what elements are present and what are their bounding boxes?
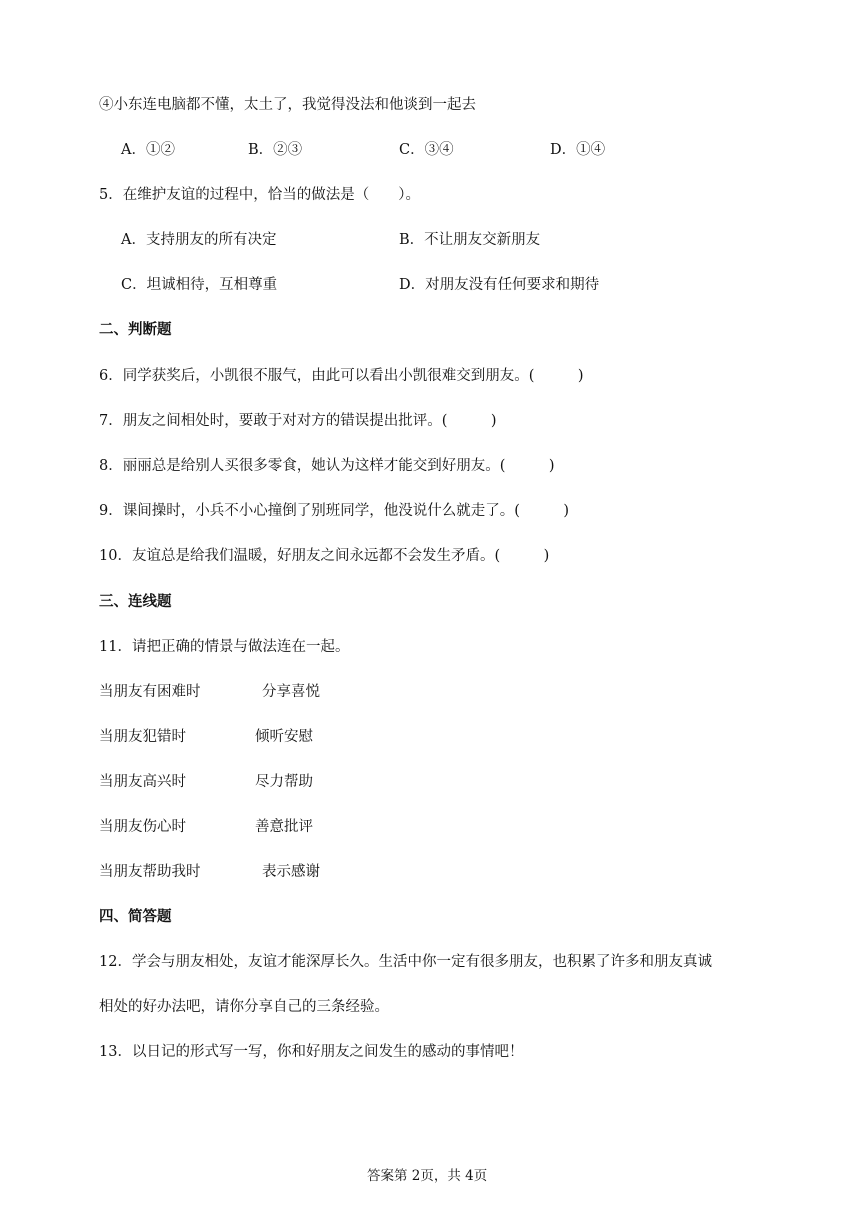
question-9: 9．课间操时，小兵不小心撞倒了别班同学，他没说什么就走了。( ) (99, 503, 570, 519)
match-right-1: 分享喜悦 (262, 684, 320, 700)
question-7: 7．朋友之间相处时，要敢于对对方的错误提出批评。( ) (99, 413, 497, 429)
q5-choice-d: D．对朋友没有任何要求和期待 (399, 277, 600, 293)
match-right-4: 善意批评 (255, 819, 313, 835)
question-11-stem: 11．请把正确的情景与做法连在一起。 (99, 639, 350, 655)
match-left-1: 当朋友有困难时 (99, 684, 201, 700)
question-6: 6．同学获奖后，小凯很不服气，由此可以看出小凯很难交到朋友。( ) (99, 368, 584, 384)
match-left-2: 当朋友犯错时 (99, 729, 186, 745)
match-right-2: 倾听安慰 (255, 729, 313, 745)
match-right-5: 表示感谢 (262, 864, 320, 880)
q4-choice-b: B．②③ (248, 142, 303, 158)
question-10: 10．友谊总是给我们温暖，好朋友之间永远都不会发生矛盾。( ) (99, 548, 550, 564)
question-12-line-2: 相处的好办法吧，请你分享自己的三条经验。 (99, 999, 389, 1015)
section-heading-short-answer: 四、简答题 (99, 908, 172, 925)
q5-choice-a: A．支持朋友的所有决定 (121, 232, 277, 248)
section-heading-matching: 三、连线题 (99, 593, 172, 610)
section-heading-judgement: 二、判断题 (99, 321, 172, 338)
question-12-line-1: 12．学会与朋友相处，友谊才能深厚长久。生活中你一定有很多朋友，也积累了许多和朋友真诚 (99, 954, 712, 970)
question-8: 8．丽丽总是给别人买很多零食，她认为这样才能交到好朋友。( ) (99, 458, 555, 474)
q4-option-4: ④小东连电脑都不懂，太土了，我觉得没法和他谈到一起去 (99, 97, 476, 113)
q4-choice-c: C．③④ (399, 142, 454, 158)
q5-stem: 5．在维护友谊的过程中，恰当的做法是（ ）。 (99, 187, 420, 203)
page-footer: 答案第 2页，共 4页 (367, 1168, 488, 1184)
q4-choice-d: D．①④ (550, 142, 606, 158)
q5-choice-c: C．坦诚相待，互相尊重 (121, 277, 278, 293)
q5-choice-b: B．不让朋友交新朋友 (399, 232, 541, 248)
match-left-4: 当朋友伤心时 (99, 819, 186, 835)
question-13: 13．以日记的形式写一写，你和好朋友之间发生的感动的事情吧！ (99, 1044, 524, 1060)
match-right-3: 尽力帮助 (255, 774, 313, 790)
match-left-5: 当朋友帮助我时 (99, 864, 201, 880)
match-left-3: 当朋友高兴时 (99, 774, 186, 790)
q4-choice-a: A．①② (121, 142, 175, 158)
